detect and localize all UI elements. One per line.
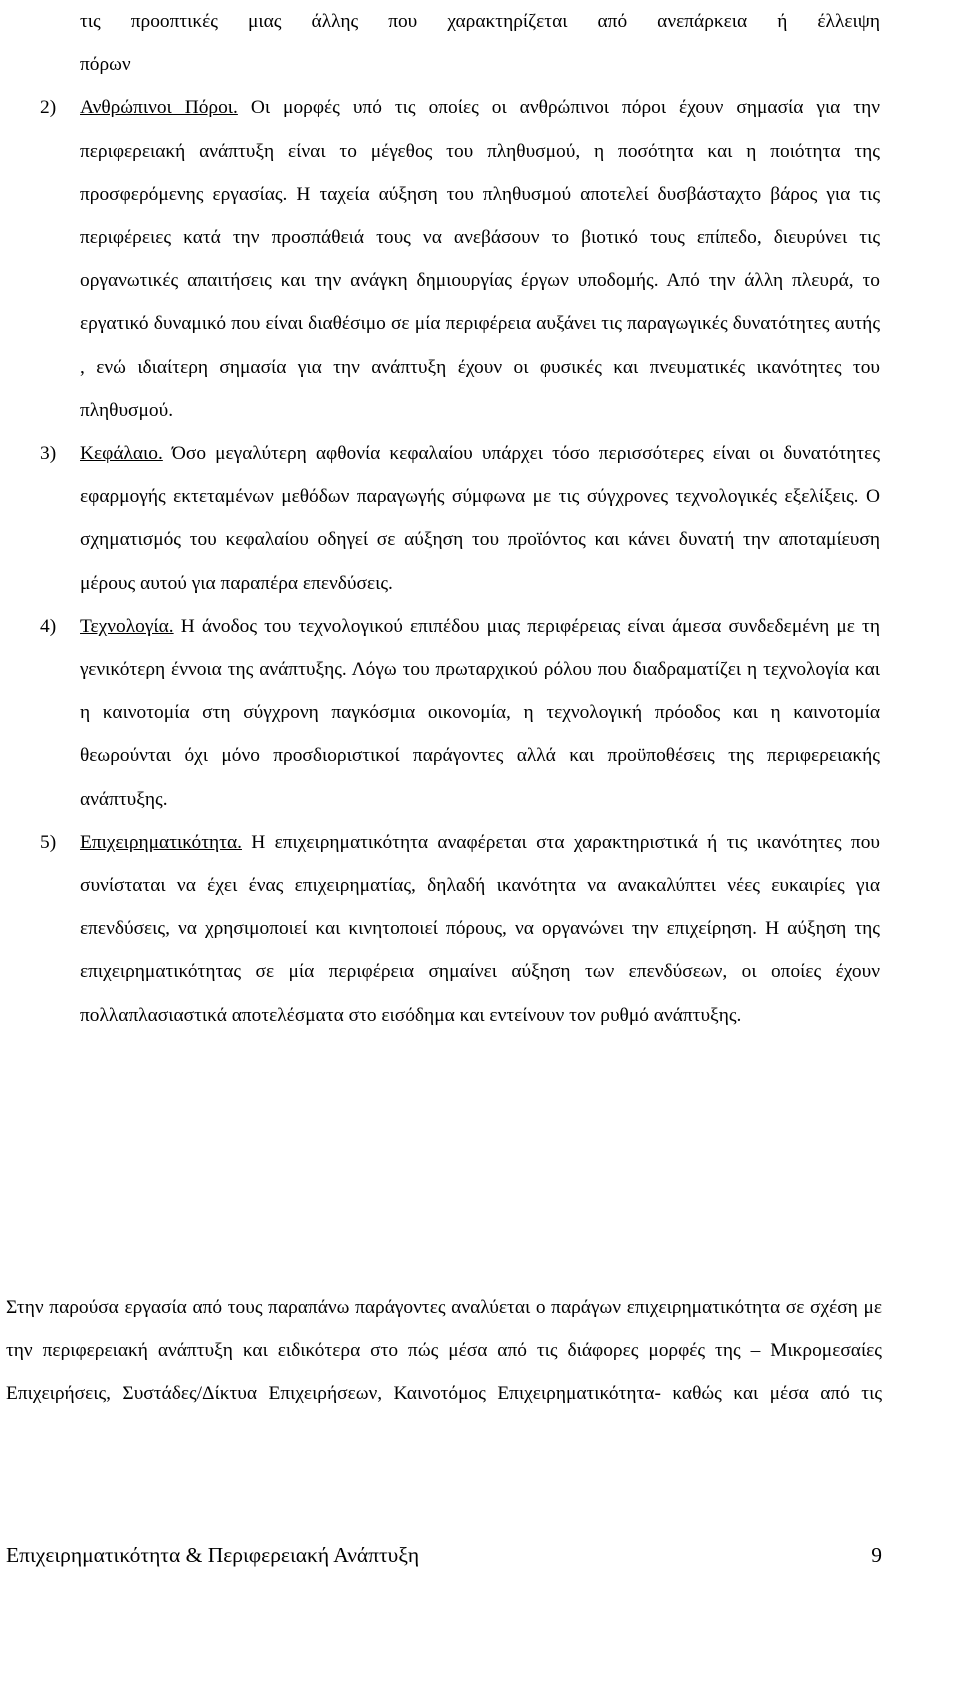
continuation-line-2: πόρων [80,54,131,76]
list-item-capital [40,432,880,605]
list-item-heading: Κεφάλαιο. [80,443,163,465]
list-item-heading: Τεχνολογία. [80,615,174,637]
footer-title: Επιχειρηματικότητα & Περιφερειακή Ανάπτυξη [6,1543,420,1567]
list-item-heading: Επιχειρηματικότητα. [80,831,242,853]
list-item-entrepreneurship [40,821,880,1037]
list-item-human-resources [40,86,881,432]
list-item-number: 2) [40,97,57,119]
list-item-heading: Ανθρώπινοι Πόροι. [80,97,238,119]
continuation-line-1: τις προοπτικές μιας άλλης που χαρακτηρίζεται από ανεπάρκεια ή έλλειψη [80,11,880,32]
intro-paragraph: Στην παρούσα εργασία από τους παραπάνω παράγοντες αναλύεται ο παράγων επιχειρηματικότητα σε σχέση με την περιφερειακή ανάπτυξη και ειδικότερα στο πώς μέσα από τις διάφορες μορφές της – Μικρομεσαίες Επιχειρήσεις, Συστάδες/Δίκτυα Επιχειρήσεων, Καινοτόμος Επιχειρηματικότητα- καθώς και μέσα από τις [6,1297,882,1405]
list-item-body: Όσο μεγαλύτερη αφθονία κεφαλαίου υπάρχει τόσο περισσότερες είναι οι δυνατότητες εφαρμογής εκτεταμένων μεθόδων παραγωγής σύμφωνα με τις σύγχρονες τεχνολογικές εξελίξεις. Ο σχηματισμός του κεφαλαίου οδηγεί σε αύξηση του προϊόντος και κάνει δυνατή την αποταμίευση μέρους αυτού για παραπέρα επενδύσεις. [80,443,880,594]
page-number: 9 [871,1543,882,1567]
list-item-body: Η άνοδος του τεχνολογικού επιπέδου μιας περιφέρειας είναι άμεσα συνδεδεμένη με τη γενικότερη έννοια της ανάπτυξης. Λόγω του πρωταρχικού ρόλου που διαδραματίζει η τεχνολογία και η καινοτομία στη σύγχρονη παγκόσμια οικονομία, η τεχνολογική πρόοδος και η καινοτομία θεωρούνται όχι μόνο προσδιοριστικοί παράγοντες αλλά και προϋποθέσεις της περιφερειακής ανάπτυξης. [80,615,880,810]
list-item-body: Η επιχειρηματικότητα αναφέρεται στα χαρακτηριστικά ή τις ικανότητες που συνίσταται να έχει ένας επιχειρηματίας, δηλαδή ικανότητα να ανακαλύπτει νέες ευκαιρίες για επενδύσεις, να χρησιμοποιεί και κινητοποιεί πόρους, να οργανώνει την επιχείρηση. Η αύξηση της επιχειρηματικότητας σε μία περιφέρεια σημαίνει αύξηση των επενδύσεων, οι οποίες έχουν πολλαπλασιαστικά αποτελέσματα στο εισόδημα και εντείνουν τον ρυθμό ανάπτυξης. [80,831,880,1026]
list-item-body: Οι μορφές υπό τις οποίες οι ανθρώπινοι πόροι έχουν σημασία για την περιφερειακή ανάπτυξη είναι το μέγεθος του πληθυσμού, η ποσότητα και η ποιότητα της προσφερόμενης εργασίας. Η ταχεία αύξηση του πληθυσμού αποτελεί δυσβάσταχτο βάρος για τις περιφέρειες κατά την προσπάθειά τους να ανεβάσουν το βιοτικό τους επίπεδο, διευρύνει τις οργανωτικές απαιτήσεις και την ανάγκη δημιουργίας έργων υποδομής. Από την άλλη πλευρά, το εργατικό δυναμικό που είναι διαθέσιμο σε μία περιφέρεια αυξάνει τις παραγωγικές δυνατότητες αυτής , ενώ ιδιαίτερη σημασία για την ανάπτυξη έχουν οι φυσικές και πνευματικές ικανότητες του πληθυσμού. [80,97,881,421]
list-item-technology [40,605,880,821]
list-item-number: 3) [40,443,57,465]
list-item-number: 4) [40,615,57,637]
list-item-number: 5) [40,831,57,853]
page-footer [6,1540,882,1570]
list-block [40,0,881,1037]
intro-paragraph-block [6,1286,882,1416]
